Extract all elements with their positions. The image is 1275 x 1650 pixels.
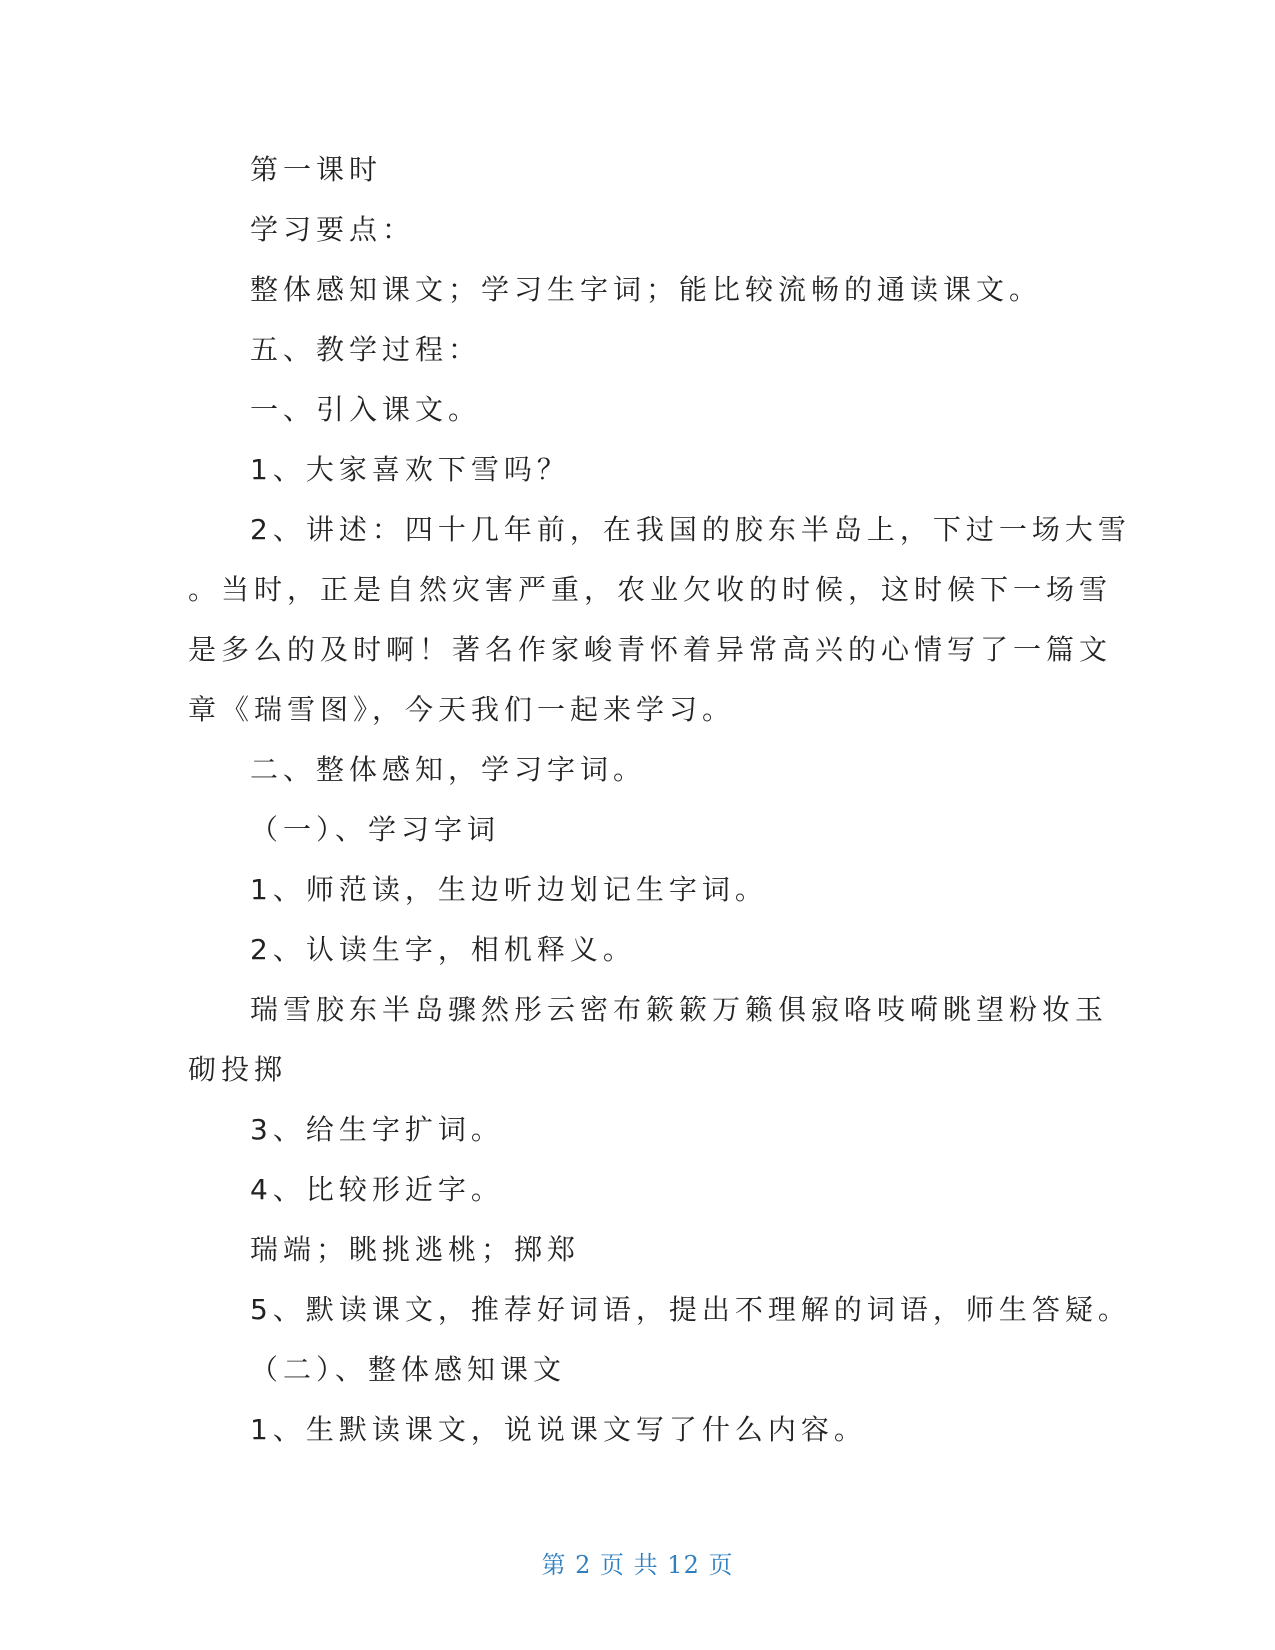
paragraph: 2、讲述：四十几年前，在我国的胶东半岛上，下过一场大雪 <box>250 513 1131 546</box>
paragraph-continuation: 。当时，正是自然灾害严重，农业欠收的时候，这时候下一场雪 <box>188 573 1113 606</box>
list-item: 4、比较形近字。 <box>250 1173 504 1206</box>
subsection-heading: （一）、学习字词 <box>250 813 501 846</box>
section-heading: 五、教学过程： <box>250 333 482 366</box>
list-item: 1、师范读，生边听边划记生字词。 <box>250 873 768 906</box>
paragraph: 整体感知课文；学习生字词；能比较流畅的通读课文。 <box>250 273 1043 306</box>
list-item: 1、大家喜欢下雪吗？ <box>250 453 570 486</box>
section-heading: 一、引入课文。 <box>250 393 482 426</box>
list-item: 2、认读生字，相机释义。 <box>250 933 636 966</box>
paragraph-continuation: 是多么的及时啊！著名作家峻青怀着异常高兴的心情写了一篇文 <box>188 633 1113 666</box>
subsection-heading: （二）、整体感知课文 <box>250 1353 567 1386</box>
vocabulary-list: 瑞雪胶东半岛骤然彤云密布簌簌万籁俱寂咯吱嗬眺望粉妆玉 <box>250 993 1109 1026</box>
key-points-heading: 学习要点： <box>250 213 416 246</box>
list-item: 1、生默读课文，说说课文写了什么内容。 <box>250 1413 867 1446</box>
similar-characters: 瑞端；眺挑逃桃；掷郑 <box>250 1233 581 1266</box>
vocabulary-list-continuation: 砌投掷 <box>188 1053 288 1086</box>
document-body <box>188 140 1131 1460</box>
page-number: 第 2 页 共 12 页 <box>541 1551 734 1579</box>
list-item: 5、默读课文，推荐好词语，提出不理解的词语，师生答疑。 <box>250 1293 1131 1326</box>
section-heading: 二、整体感知，学习字词。 <box>250 753 647 786</box>
list-item: 3、给生字扩词。 <box>250 1113 504 1146</box>
lesson-heading: 第一课时 <box>250 153 383 186</box>
paragraph-continuation: 章《瑞雪图》，今天我们一起来学习。 <box>188 693 736 726</box>
